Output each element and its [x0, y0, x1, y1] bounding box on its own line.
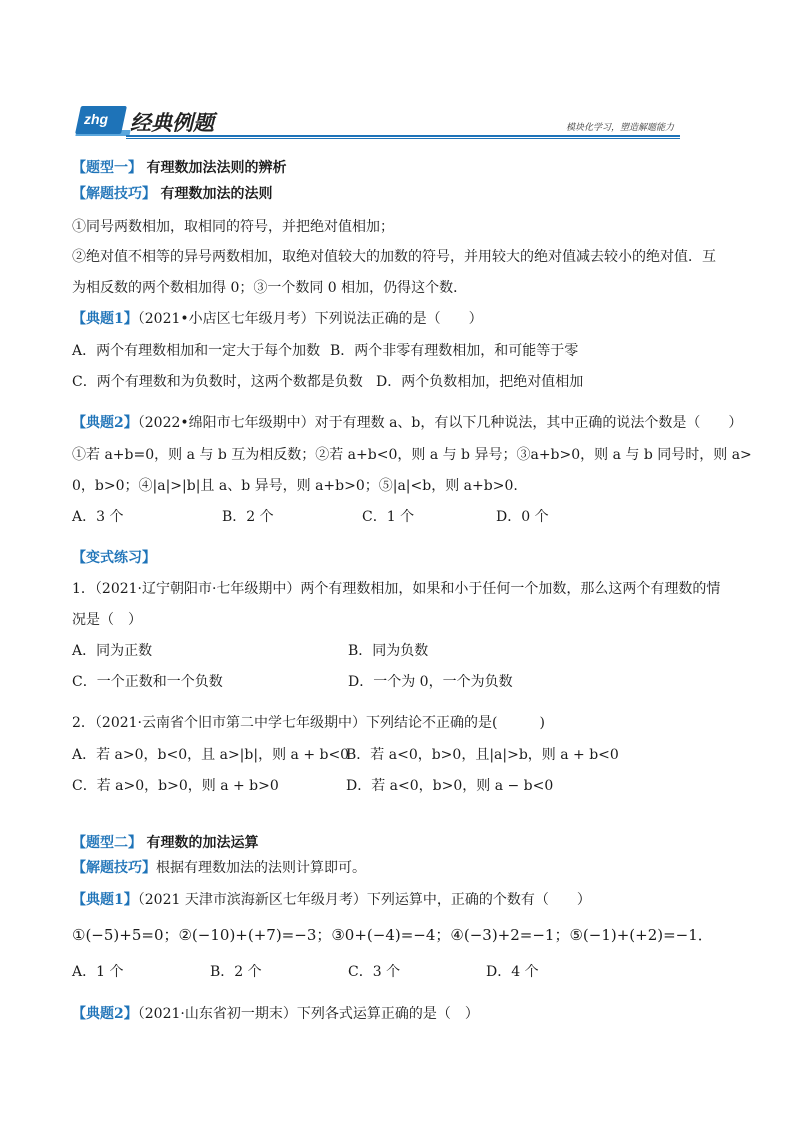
option-c: C．3 个 — [348, 964, 401, 980]
header-slogan: 模块化学习，塑造解题能力 — [565, 123, 674, 133]
option-c: C．一个正数和一个负数 — [72, 674, 223, 690]
tip-tag: 【解题技巧】 — [72, 860, 156, 876]
option-d: D．两个负数相加，把绝对值相加 — [376, 374, 584, 390]
tip-title: 有理数加法的法则 — [160, 186, 273, 202]
section1-title — [72, 159, 286, 177]
example1-question — [72, 310, 483, 328]
option-b: B．2 个 — [222, 509, 274, 525]
section-title: 有理数加法法则的辨析 — [146, 160, 287, 176]
section2-tip — [72, 859, 366, 877]
practice-heading — [72, 549, 156, 567]
statement-line-1: ①若 a+b=0，则 a 与 b 互为相反数；②若 a+b<0，则 a 与 b 异号；③a+b>0，则 a 与 b 同号时，则 a> — [72, 447, 752, 463]
option-c: C．1 个 — [362, 509, 415, 525]
option-c: C．两个有理数和为负数时，这两个数都是负数 — [72, 374, 363, 390]
option-a: A．同为正数 — [72, 643, 153, 659]
example-question: 下列说法正确的是（ ） — [314, 311, 483, 327]
example-tag: 【典题1】 — [72, 892, 138, 908]
option-a: A．两个有理数相加和一定大于每个加数 — [72, 343, 321, 359]
option-b: B．同为负数 — [348, 643, 429, 659]
header-divider-thin — [126, 138, 680, 139]
header-divider — [126, 135, 680, 137]
rule-2a: ②绝对值不相等的异号两数相加，取绝对值较大的加数的符号，并用较大的绝对值减去较小的绝对值．互 — [72, 249, 716, 265]
example-source: （2021•小店区七年级月考） — [137, 311, 315, 327]
example-question: 下列各式运算正确的是（ ） — [296, 1006, 479, 1022]
option-d: D．若 a<0，b>0，则 a − b<0 — [346, 778, 554, 794]
option-a: A．3 个 — [72, 509, 124, 525]
example-source: （2021 天津市滨海新区七年级月考） — [137, 892, 367, 908]
header-title: 经典例题 — [130, 112, 214, 135]
tip-text: 根据有理数加法的法则计算即可。 — [156, 860, 366, 876]
example-tag: 【典题1】 — [72, 311, 138, 327]
example-source: （2022•绵阳市七年级期中） — [137, 415, 315, 431]
rule-1: ①同号两数相加，取相同的符号，并把绝对值相加； — [72, 219, 394, 235]
example-tag: 【典题2】 — [72, 415, 138, 431]
statement-line-2: 0，b>0；④|a|>|b|且 a、b 异号，则 a+b>0；⑤|a|<b，则 a+b>0. — [72, 478, 518, 494]
practice1-question-1: 1．（2021·辽宁朝阳市·七年级期中）两个有理数相加，如果和小于任何一个加数，那么这两个有理数的情 — [72, 581, 721, 597]
section-tag: 【题型二】 — [72, 835, 142, 851]
example2-question — [72, 414, 742, 432]
section2-title — [72, 834, 258, 852]
example-tag: 【典题2】 — [72, 1006, 138, 1022]
practice1-question-2: 况是（ ） — [72, 612, 142, 628]
example-question: 对于有理数 a、b，有以下几种说法，其中正确的说法个数是（ ） — [314, 415, 743, 431]
option-a: A．若 a>0，b<0，且 a>|b|，则 a + b<0 — [72, 747, 350, 763]
option-d: D．一个为 0，一个为负数 — [348, 674, 513, 690]
expression-list: ①(−5)+5=0；②(−10)+(+7)=−3；③0+(−4)=−4；④(−3)+2=−1；⑤(−1)+(+2)=−1． — [72, 926, 713, 944]
example2-question — [72, 1005, 479, 1023]
practice2-question: 2．（2021·云南省个旧市第二中学七年级期中）下列结论不正确的是( ) — [72, 715, 545, 731]
option-c: C．若 a>0，b>0，则 a + b>0 — [72, 778, 279, 794]
section-title: 有理数的加法运算 — [146, 835, 259, 851]
option-b: B．2 个 — [210, 964, 262, 980]
option-b: B．两个非零有理数相加，和可能等于零 — [330, 343, 579, 359]
section1-tip — [72, 185, 272, 203]
section-header — [76, 103, 680, 143]
option-a: A．1 个 — [72, 964, 124, 980]
logo-text: zhg — [84, 111, 109, 127]
option-d: D．0 个 — [496, 509, 549, 525]
option-b: B．若 a<0，b>0，且|a|>b，则 a + b<0 — [346, 747, 619, 763]
example-question: 下列运算中，正确的个数有（ ） — [366, 892, 591, 908]
section-tag: 【题型一】 — [72, 160, 142, 176]
rule-2b: 为相反数的两个数相加得 0；③一个数同 0 相加，仍得这个数． — [72, 280, 468, 296]
tip-tag: 【解题技巧】 — [72, 186, 156, 202]
practice-tag: 【变式练习】 — [72, 550, 156, 566]
example1-question — [72, 891, 591, 909]
option-d: D．4 个 — [486, 964, 539, 980]
example-source: （2021·山东省初一期末） — [137, 1006, 297, 1022]
